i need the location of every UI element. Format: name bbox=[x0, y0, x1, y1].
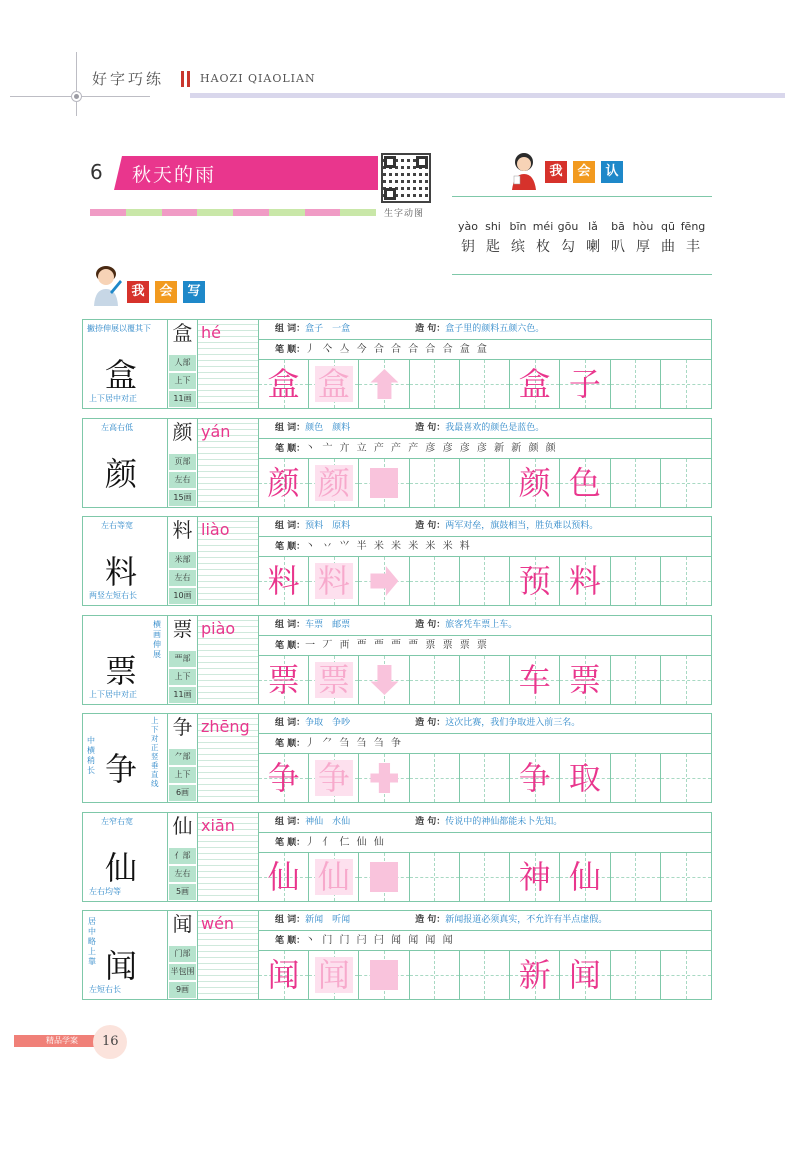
stroke-hint-shape bbox=[370, 369, 398, 399]
stroke-order-line bbox=[259, 537, 711, 557]
footer-bar-text: 精品学案 bbox=[46, 1036, 78, 1045]
model-character: 争 bbox=[105, 750, 138, 788]
character-radical: ⺈部 bbox=[169, 748, 196, 765]
recognize-char: 钥 bbox=[461, 239, 475, 255]
practice-cell[interactable] bbox=[661, 853, 711, 901]
practice-cell[interactable] bbox=[560, 853, 610, 901]
words-label: 组 词： bbox=[275, 817, 306, 827]
lesson-title: 秋天的雨 bbox=[132, 164, 217, 186]
practice-character: 颜 bbox=[267, 464, 300, 502]
recognize-pinyin: fēng bbox=[680, 220, 706, 233]
character-radical: 米部 bbox=[169, 551, 196, 568]
pinyin: zhēng bbox=[201, 717, 250, 736]
trace-character: 料 bbox=[317, 562, 350, 600]
character-count: 11画 bbox=[169, 390, 196, 407]
practice-cell[interactable] bbox=[259, 853, 309, 901]
sentence: 这次比赛，我们争取进入前三名。 bbox=[445, 718, 581, 728]
practice-cell[interactable] bbox=[359, 853, 409, 901]
recognize-pinyin: shi bbox=[485, 220, 501, 233]
words-sentence-line bbox=[259, 813, 711, 833]
words-sentence-line bbox=[259, 419, 711, 439]
words-sentence-line bbox=[259, 320, 711, 340]
practice-word-character: 仙 bbox=[568, 858, 601, 896]
character-radical: 人部 bbox=[169, 354, 196, 371]
structure-tip: 上下居中对正 bbox=[89, 394, 137, 403]
structure-guide-cell bbox=[83, 813, 168, 901]
practice-cell[interactable] bbox=[359, 459, 409, 507]
character: 颜 bbox=[172, 420, 193, 444]
words-sentence-line bbox=[259, 616, 711, 636]
structure-tip: 左高右低 bbox=[101, 423, 133, 432]
practice-word-character: 闻 bbox=[568, 956, 601, 994]
recognize-bottom-line bbox=[452, 274, 712, 275]
trace-character: 颜 bbox=[317, 464, 350, 502]
structure-tip: 左短右长 bbox=[89, 985, 121, 994]
header-title: 好字巧练 bbox=[92, 70, 165, 88]
practice-grid bbox=[259, 951, 711, 999]
practice-cell[interactable] bbox=[309, 557, 359, 605]
strokes-label: 笔 顺： bbox=[275, 542, 306, 552]
sentence-label: 造 句： bbox=[415, 620, 446, 630]
recognize-pinyin: hòu bbox=[632, 220, 654, 233]
character-info-cell bbox=[168, 911, 198, 999]
sentence: 传说中的神仙都能未卜先知。 bbox=[445, 817, 563, 827]
trace-character: 票 bbox=[317, 661, 350, 699]
character-row bbox=[82, 713, 712, 803]
structure-tip: 上下对正竖垂直线 bbox=[151, 716, 159, 788]
recognize-char: 丰 bbox=[686, 239, 700, 255]
girl-avatar-icon bbox=[504, 150, 544, 190]
practice-word-character: 颜 bbox=[518, 464, 551, 502]
recognize-char: 叭 bbox=[611, 239, 625, 255]
lesson-number: 6 bbox=[90, 160, 103, 184]
recognize-char: 枚 bbox=[536, 239, 550, 255]
stroke-order: 丿 亻 仁 仙 仙 bbox=[305, 837, 386, 848]
practice-word-character: 料 bbox=[568, 562, 601, 600]
model-character: 仙 bbox=[105, 849, 138, 887]
character-info-cell bbox=[168, 813, 198, 901]
practice-cell[interactable] bbox=[359, 951, 409, 999]
stroke-order-line bbox=[259, 931, 711, 951]
stroke-order: 丿 亽 亼 今 合 合 合 合 合 盒 盒 bbox=[305, 344, 489, 355]
character-count: 11画 bbox=[169, 686, 196, 703]
practice-cell[interactable] bbox=[460, 853, 510, 901]
practice-cell[interactable] bbox=[460, 951, 510, 999]
stroke-order-line bbox=[259, 833, 711, 853]
practice-cell[interactable] bbox=[410, 754, 460, 802]
practice-character: 闻 bbox=[267, 956, 300, 994]
write-badge-wo: 我 bbox=[127, 281, 149, 303]
character-structure: 上下 bbox=[169, 372, 196, 389]
structure-guide-cell bbox=[83, 517, 168, 605]
words-label: 组 词： bbox=[275, 521, 306, 531]
stroke-hint-shape bbox=[370, 468, 398, 498]
practice-word-character: 票 bbox=[568, 661, 601, 699]
practice-cell[interactable] bbox=[661, 951, 711, 999]
recognize-badge-ren: 认 bbox=[601, 161, 623, 183]
practice-cell[interactable] bbox=[560, 360, 610, 408]
pinyin-cell bbox=[198, 616, 259, 704]
recognize-char: 曲 bbox=[661, 239, 675, 255]
practice-cell[interactable] bbox=[510, 459, 560, 507]
practice-cell[interactable] bbox=[560, 754, 610, 802]
practice-cell[interactable] bbox=[410, 951, 460, 999]
practice-cell[interactable] bbox=[259, 754, 309, 802]
sentence-label: 造 句： bbox=[415, 915, 446, 925]
recognize-char: 缤 bbox=[511, 239, 525, 255]
practice-cell[interactable] bbox=[510, 360, 560, 408]
character: 闻 bbox=[172, 912, 193, 936]
structure-tip: 左窄右宽 bbox=[101, 817, 133, 826]
practice-cell[interactable] bbox=[410, 853, 460, 901]
structure-tip: 横画伸展 bbox=[153, 620, 161, 659]
practice-cell[interactable] bbox=[560, 951, 610, 999]
character-row bbox=[82, 418, 712, 508]
practice-cell[interactable] bbox=[611, 459, 661, 507]
practice-cell[interactable] bbox=[309, 951, 359, 999]
pinyin-cell bbox=[198, 813, 259, 901]
character-row bbox=[82, 615, 712, 705]
character-structure: 上下 bbox=[169, 668, 196, 685]
structure-tip: 左右均等 bbox=[89, 887, 121, 896]
practice-cell[interactable] bbox=[309, 853, 359, 901]
sentence-label: 造 句： bbox=[415, 324, 446, 334]
practice-cell[interactable] bbox=[259, 360, 309, 408]
practice-cell[interactable] bbox=[460, 360, 510, 408]
character-row bbox=[82, 516, 712, 606]
character-info-cell bbox=[168, 517, 198, 605]
character-radical: 覀部 bbox=[169, 650, 196, 667]
structure-guide-cell bbox=[83, 320, 168, 408]
trace-character: 争 bbox=[317, 759, 350, 797]
page-number: 16 bbox=[102, 1034, 119, 1049]
strokes-label: 笔 顺： bbox=[275, 345, 306, 355]
sentence: 新闻报道必须真实，不允许有半点虚假。 bbox=[445, 915, 608, 925]
practice-cell[interactable] bbox=[460, 459, 510, 507]
words: 预料 原料 bbox=[305, 521, 351, 531]
pinyin-cell bbox=[198, 714, 259, 802]
stroke-hint-shape bbox=[370, 763, 398, 793]
stroke-hint-shape bbox=[370, 960, 398, 990]
practice-cell[interactable] bbox=[510, 853, 560, 901]
stroke-order: 丶 门 门 闩 闩 闻 闻 闻 闻 bbox=[305, 935, 455, 946]
stroke-order: 丶 亠 亣 立 产 产 产 彦 彦 彦 彦 新 新 颜 颜 bbox=[305, 443, 558, 454]
practice-character: 仙 bbox=[267, 858, 300, 896]
character-radical: 页部 bbox=[169, 453, 196, 470]
practice-cell[interactable] bbox=[661, 459, 711, 507]
recognize-char: 喇 bbox=[586, 239, 600, 255]
strokes-label: 笔 顺： bbox=[275, 641, 306, 651]
recognize-pinyin: yào bbox=[458, 220, 478, 233]
structure-tip: 居中略上靠 bbox=[88, 917, 96, 966]
stroke-order-line bbox=[259, 636, 711, 656]
words-label: 组 词： bbox=[275, 718, 306, 728]
sentence: 旅客凭车票上车。 bbox=[445, 620, 518, 630]
practice-cell[interactable] bbox=[309, 459, 359, 507]
recognize-pinyin: qū bbox=[661, 220, 675, 233]
practice-grid bbox=[259, 459, 711, 507]
stroke-hint-shape bbox=[370, 665, 398, 695]
character-count: 9画 bbox=[169, 981, 196, 998]
character-count: 5画 bbox=[169, 883, 196, 900]
character-count: 6画 bbox=[169, 784, 196, 801]
header-vertical-line bbox=[76, 52, 77, 116]
pinyin: xiān bbox=[201, 816, 235, 835]
practice-cell[interactable] bbox=[259, 459, 309, 507]
practice-cell[interactable] bbox=[611, 951, 661, 999]
character-radical: 亻部 bbox=[169, 847, 196, 864]
sentence: 两军对垒，旗鼓相当，胜负难以预料。 bbox=[445, 521, 599, 531]
character: 料 bbox=[172, 518, 193, 542]
trace-character: 仙 bbox=[317, 858, 350, 896]
practice-grid bbox=[259, 853, 711, 901]
model-character: 颜 bbox=[105, 455, 138, 493]
structure-tip: 上下居中对正 bbox=[89, 690, 137, 699]
trace-character: 闻 bbox=[317, 956, 350, 994]
character: 争 bbox=[172, 715, 193, 739]
model-character: 票 bbox=[105, 652, 138, 690]
practice-cell[interactable] bbox=[661, 754, 711, 802]
words-sentence-line bbox=[259, 911, 711, 931]
structure-guide-cell bbox=[83, 911, 168, 999]
recognize-badge-hui: 会 bbox=[573, 161, 595, 183]
recognize-pinyin: bīn bbox=[509, 220, 527, 233]
pinyin-cell bbox=[198, 517, 259, 605]
pinyin: wén bbox=[201, 914, 235, 933]
words: 新闻 听闻 bbox=[305, 915, 351, 925]
practice-character: 票 bbox=[267, 661, 300, 699]
words: 争取 争吵 bbox=[305, 718, 351, 728]
practice-cell[interactable] bbox=[259, 656, 309, 704]
model-character: 闻 bbox=[105, 947, 138, 985]
header-subtitle: HAOZI QIAOLIAN bbox=[200, 72, 316, 85]
practice-word-character: 取 bbox=[568, 759, 601, 797]
recognize-badge-wo: 我 bbox=[545, 161, 567, 183]
pinyin: hé bbox=[201, 323, 221, 342]
strokes-label: 笔 顺： bbox=[275, 444, 306, 454]
practice-cell[interactable] bbox=[410, 360, 460, 408]
recognize-pinyin: bā bbox=[611, 220, 625, 233]
practice-cell[interactable] bbox=[661, 656, 711, 704]
practice-cell[interactable] bbox=[309, 754, 359, 802]
structure-guide-cell bbox=[83, 616, 168, 704]
words-label: 组 词： bbox=[275, 620, 306, 630]
words: 神仙 水仙 bbox=[305, 817, 351, 827]
practice-cell[interactable] bbox=[611, 656, 661, 704]
sentence-label: 造 句： bbox=[415, 423, 446, 433]
qr-caption: 生字动图 bbox=[384, 209, 425, 219]
practice-cell[interactable] bbox=[510, 656, 560, 704]
character: 仙 bbox=[172, 814, 193, 838]
words: 盒子 一盒 bbox=[305, 324, 351, 334]
practice-word-character: 色 bbox=[568, 464, 601, 502]
stroke-order-line bbox=[259, 439, 711, 459]
practice-word-character: 神 bbox=[518, 858, 551, 896]
trace-character: 盒 bbox=[317, 365, 350, 403]
sentence: 我最喜欢的颜色是蓝色。 bbox=[445, 423, 545, 433]
practice-cell[interactable] bbox=[410, 459, 460, 507]
character-row bbox=[82, 812, 712, 902]
practice-grid bbox=[259, 557, 711, 605]
practice-word-character: 盒 bbox=[518, 365, 551, 403]
practice-word-character: 车 bbox=[518, 661, 551, 699]
character-structure: 左右 bbox=[169, 569, 196, 586]
header-dot bbox=[71, 91, 82, 102]
words-label: 组 词： bbox=[275, 423, 306, 433]
practice-cell[interactable] bbox=[560, 656, 610, 704]
write-badge-hui: 会 bbox=[155, 281, 177, 303]
practice-cell[interactable] bbox=[410, 557, 460, 605]
practice-cell[interactable] bbox=[611, 853, 661, 901]
character-count: 10画 bbox=[169, 587, 196, 604]
practice-word-character: 预 bbox=[518, 562, 551, 600]
pinyin-cell bbox=[198, 911, 259, 999]
practice-cell[interactable] bbox=[309, 360, 359, 408]
words-sentence-line bbox=[259, 714, 711, 734]
practice-grid bbox=[259, 754, 711, 802]
pinyin-cell bbox=[198, 419, 259, 507]
character-row bbox=[82, 319, 712, 409]
words: 颜色 颜料 bbox=[305, 423, 351, 433]
structure-guide-cell bbox=[83, 714, 168, 802]
character-info-cell bbox=[168, 419, 198, 507]
character-structure: 半包围 bbox=[169, 963, 196, 980]
sentence: 盒子里的颜料五颜六色。 bbox=[445, 324, 545, 334]
structure-tip: 中横稍长 bbox=[87, 736, 95, 775]
character-info-cell bbox=[168, 714, 198, 802]
pinyin: liào bbox=[201, 520, 230, 539]
practice-word-character: 争 bbox=[518, 759, 551, 797]
header-divider-mark bbox=[181, 71, 184, 87]
header-band bbox=[190, 93, 785, 98]
practice-cell[interactable] bbox=[309, 656, 359, 704]
practice-cell[interactable] bbox=[611, 754, 661, 802]
character: 票 bbox=[172, 617, 193, 641]
words-label: 组 词： bbox=[275, 324, 306, 334]
recognize-char: 匙 bbox=[486, 239, 500, 255]
character-info-cell bbox=[168, 616, 198, 704]
recognize-char: 厚 bbox=[636, 239, 650, 255]
practice-grid bbox=[259, 656, 711, 704]
character-structure: 左右 bbox=[169, 471, 196, 488]
practice-cell[interactable] bbox=[460, 656, 510, 704]
character-structure: 左右 bbox=[169, 865, 196, 882]
sentence-label: 造 句： bbox=[415, 521, 446, 531]
character-row bbox=[82, 910, 712, 1000]
practice-cell[interactable] bbox=[460, 557, 510, 605]
model-character: 盒 bbox=[105, 356, 138, 394]
practice-cell[interactable] bbox=[560, 459, 610, 507]
model-character: 料 bbox=[105, 553, 138, 591]
recognize-top-line bbox=[452, 196, 712, 197]
practice-cell[interactable] bbox=[410, 656, 460, 704]
practice-cell[interactable] bbox=[661, 557, 711, 605]
stroke-hint-shape bbox=[370, 566, 398, 596]
practice-cell[interactable] bbox=[359, 360, 409, 408]
stroke-order-line bbox=[259, 734, 711, 754]
character: 盒 bbox=[172, 321, 193, 345]
practice-cell[interactable] bbox=[359, 557, 409, 605]
structure-tip: 两竖左短右长 bbox=[89, 591, 137, 600]
lesson-stripe bbox=[90, 209, 376, 216]
stroke-hint-shape bbox=[370, 862, 398, 892]
practice-cell[interactable] bbox=[611, 557, 661, 605]
character-count: 15画 bbox=[169, 489, 196, 506]
practice-cell[interactable] bbox=[560, 557, 610, 605]
practice-cell[interactable] bbox=[359, 656, 409, 704]
words-sentence-line bbox=[259, 517, 711, 537]
recognize-pinyin: lǎ bbox=[588, 220, 598, 233]
structure-tip: 撇捺伸展以覆其下 bbox=[87, 324, 151, 333]
recognize-pinyin: gōu bbox=[557, 220, 579, 233]
practice-cell[interactable] bbox=[259, 557, 309, 605]
words: 车票 邮票 bbox=[305, 620, 351, 630]
qr-code[interactable] bbox=[381, 153, 431, 203]
practice-cell[interactable] bbox=[510, 557, 560, 605]
pinyin-cell bbox=[198, 320, 259, 408]
practice-cell[interactable] bbox=[661, 360, 711, 408]
strokes-label: 笔 顺： bbox=[275, 838, 306, 848]
write-badge-xie: 写 bbox=[183, 281, 205, 303]
sentence-label: 造 句： bbox=[415, 817, 446, 827]
practice-character: 料 bbox=[267, 562, 300, 600]
stroke-order: 一 丆 襾 覀 覀 覀 覀 票 票 票 票 bbox=[305, 640, 489, 651]
strokes-label: 笔 顺： bbox=[275, 739, 306, 749]
practice-word-character: 子 bbox=[568, 365, 601, 403]
structure-guide-cell bbox=[83, 419, 168, 507]
strokes-label: 笔 顺： bbox=[275, 936, 306, 946]
stroke-order-line bbox=[259, 340, 711, 360]
structure-tip: 左右等宽 bbox=[101, 521, 133, 530]
practice-cell[interactable] bbox=[460, 754, 510, 802]
character-radical: 门部 bbox=[169, 945, 196, 962]
stroke-order: 丿 ⺈ 刍 刍 刍 争 bbox=[305, 738, 404, 749]
practice-character: 盒 bbox=[267, 365, 300, 403]
pinyin: piào bbox=[201, 619, 236, 638]
practice-cell[interactable] bbox=[611, 360, 661, 408]
practice-grid bbox=[259, 360, 711, 408]
sentence-label: 造 句： bbox=[415, 718, 446, 728]
character-info-cell bbox=[168, 320, 198, 408]
practice-character: 争 bbox=[267, 759, 300, 797]
words-label: 组 词： bbox=[275, 915, 306, 925]
practice-cell[interactable] bbox=[359, 754, 409, 802]
recognize-char: 勾 bbox=[561, 239, 575, 255]
header-divider-mark bbox=[187, 71, 190, 87]
practice-cell[interactable] bbox=[259, 951, 309, 999]
character-structure: 上下 bbox=[169, 766, 196, 783]
boy-avatar-icon bbox=[86, 262, 126, 306]
pinyin: yán bbox=[201, 422, 231, 441]
recognize-pinyin: méi bbox=[532, 220, 554, 233]
practice-cell[interactable] bbox=[510, 754, 560, 802]
practice-word-character: 新 bbox=[518, 956, 551, 994]
stroke-order: 丶 丷 ⺍ 半 米 米 米 米 米 料 bbox=[305, 541, 472, 552]
practice-cell[interactable] bbox=[510, 951, 560, 999]
